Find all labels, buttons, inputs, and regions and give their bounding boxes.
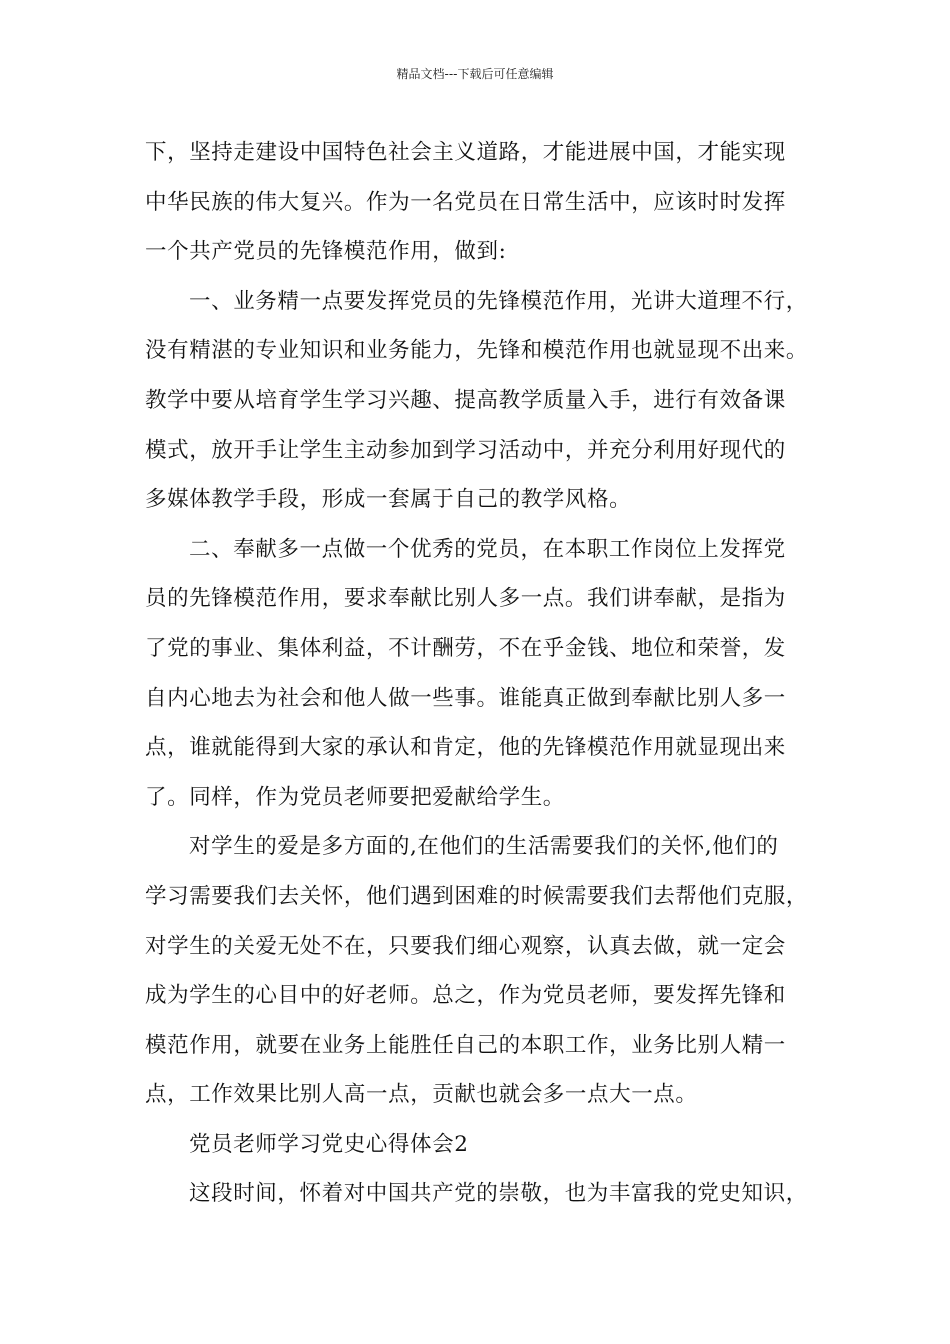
text-line: 模式，放开手让学生主动参加到学习活动中，并充分利用好现代的 — [145, 437, 786, 463]
text-line: 成为学生的心目中的好老师。总之，作为党员老师，要发挥先锋和 — [145, 983, 786, 1009]
paragraph-start-line: 这段时间，怀着对中国共产党的崇敬，也为丰富我的党史知识， — [189, 1181, 808, 1207]
paragraph-start-line: 对学生的爱是多方面的,在他们的生活需要我们的关怀,他们的 — [189, 834, 779, 860]
text-line: 学习需要我们去关怀，他们遇到困难的时候需要我们去帮他们克服， — [145, 883, 809, 909]
paragraph-start-line: 一、业务精一点要发挥党员的先锋模范作用，光讲大道理不行， — [189, 288, 808, 314]
text-line: 一个共产党员的先锋模范作用，做到: — [145, 239, 507, 265]
text-line: 多媒体教学手段，形成一套属于自己的教学风格。 — [145, 487, 632, 513]
paragraph-start-line: 二、奉献多一点做一个优秀的党员，在本职工作岗位上发挥党 — [189, 536, 786, 562]
text-line: 了党的事业、集体利益，不计酬劳，不在乎金钱、地位和荣誉，发 — [145, 635, 786, 661]
text-line: 下，坚持走建设中国特色社会主义道路，才能进展中国，才能实现 — [145, 140, 786, 165]
text-line: 员的先锋模范作用，要求奉献比别人多一点。我们讲奉献，是指为 — [145, 586, 786, 612]
text-line: 自内心地去为社会和他人做一些事。谁能真正做到奉献比别人多一 — [145, 685, 786, 711]
document-body — [145, 128, 825, 1219]
text-line: 对学生的关爱无处不在，只要我们细心观察，认真去做，就一定会 — [145, 933, 786, 959]
text-line: 点，工作效果比别人高一点，贡献也就会多一点大一点。 — [145, 1082, 698, 1108]
text-line: 点，谁就能得到大家的承认和肯定，他的先锋模范作用就显现出来 — [145, 735, 786, 761]
text-line: 没有精湛的专业知识和业务能力，先锋和模范作用也就显现不出来。 — [145, 338, 809, 364]
page-header: 精品文档---下载后可任意编辑 — [396, 67, 554, 81]
text-line: 模范作用，就要在业务上能胜任自己的本职工作，业务比别人精一 — [145, 1032, 786, 1058]
section-heading: 党员老师学习党史心得体会2 — [189, 1131, 469, 1157]
text-line: 了。同样，作为党员老师要把爱献给学生。 — [145, 784, 565, 810]
text-line: 中华民族的伟大复兴。作为一名党员在日常生活中，应该时时发挥 — [145, 189, 786, 215]
text-line: 教学中要从培育学生学习兴趣、提高教学质量入手，进行有效备课 — [145, 387, 786, 413]
